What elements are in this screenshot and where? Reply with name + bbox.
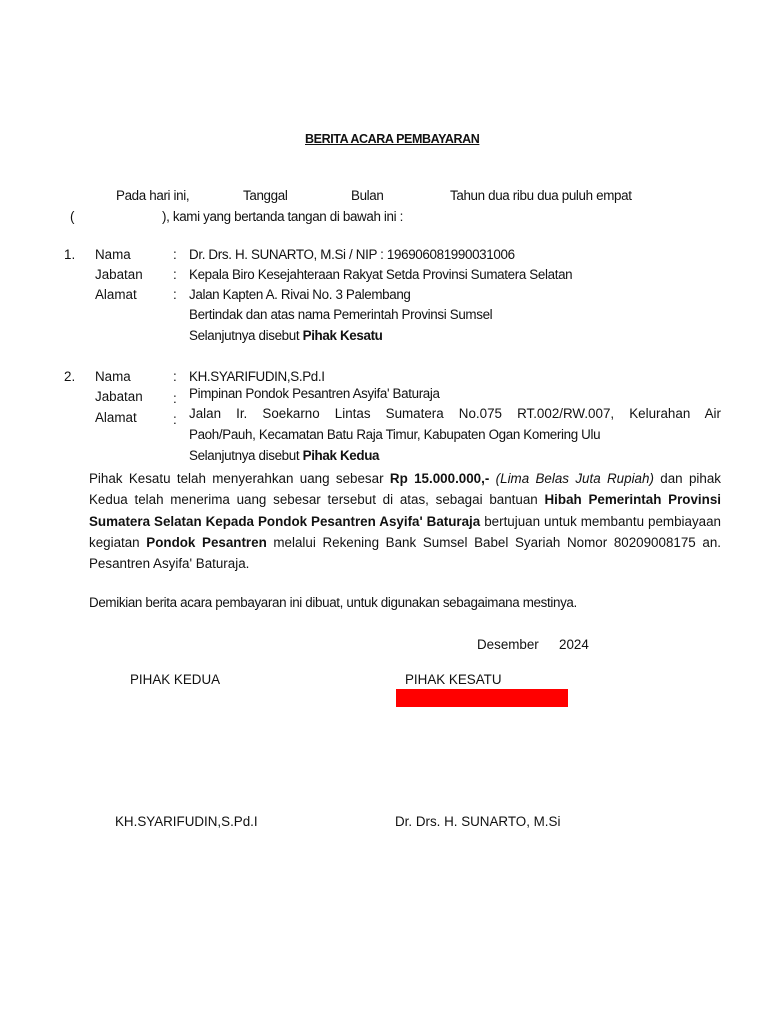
body-amount: Rp 15.000.000,- — [389, 471, 490, 486]
opening-pada-hari-ini: Pada hari ini, — [116, 188, 190, 203]
redaction-bar — [396, 689, 568, 707]
party2-selanjutnya-text: Selanjutnya disebut — [189, 448, 300, 463]
party2-pihak-label: Pihak Kedua — [302, 448, 380, 463]
signature-left-name: KH.SYARIFUDIN,S.Pd.I — [115, 814, 258, 829]
document-title: BERITA ACARA PEMBAYARAN — [305, 132, 480, 146]
opening-tanggal: Tanggal — [243, 188, 288, 203]
body-text-2: dan pihak Kedua telah menerima uang sebesar tersebut di atas, sebagai bantuan — [89, 471, 721, 508]
body-paragraph — [89, 468, 721, 574]
party1-number: 1. — [64, 247, 76, 262]
party2-number: 2. — [64, 369, 76, 384]
closing-statement: Demikian berita acara pembayaran ini dibuat, untuk digunakan sebagaimana mestinya. — [89, 595, 577, 610]
signature-left-label: PIHAK KEDUA — [130, 672, 221, 687]
party1-colon-alamat: : — [173, 287, 177, 302]
signature-right-name: Dr. Drs. H. SUNARTO, M.Si — [395, 814, 561, 829]
opening-kami: ), kami yang bertanda tangan di bawah ini : — [162, 209, 404, 224]
party2-colon-nama: : — [173, 369, 177, 384]
party2-colon-alamat: : — [173, 412, 177, 427]
party2-label-jabatan: Jabatan — [95, 389, 143, 404]
opening-tahun: Tahun dua ribu dua puluh empat — [450, 188, 632, 203]
party2-jabatan: Pimpinan Pondok Pesantren Asyifa' Baturaja — [189, 386, 440, 401]
body-amount-words: (Lima Belas Juta Rupiah) — [495, 471, 654, 486]
signature-right-label: PIHAK KESATU — [405, 672, 502, 687]
party1-jabatan: Kepala Biro Kesejahteraan Rakyat Setda Provinsi Sumatera Selatan — [189, 267, 573, 282]
party2-label-alamat: Alamat — [95, 410, 137, 425]
party1-pihak-label: Pihak Kesatu — [302, 328, 383, 343]
party2-colon-jabatan: : — [173, 391, 177, 406]
party2-label-nama: Nama — [95, 369, 131, 384]
party1-selanjutnya-text: Selanjutnya disebut — [189, 328, 300, 343]
party1-label-alamat: Alamat — [95, 287, 137, 302]
party1-label-jabatan: Jabatan — [95, 267, 143, 282]
date-year: 2024 — [559, 637, 589, 652]
body-text-4: melalui Rekening Bank Sumsel Babel Syariah Nomor 80209008175 an. Pesantren Asyifa' Baturaja. — [89, 534, 721, 572]
party1-label-nama: Nama — [95, 247, 131, 262]
party1-colon-jabatan: : — [173, 267, 177, 282]
party2-nama: KH.SYARIFUDIN,S.Pd.I — [189, 369, 325, 384]
body-text-3: bertujuan untuk membantu pembiayaan kegiatan — [89, 513, 721, 550]
party2-alamat-line2: Paoh/Pauh, Kecamatan Batu Raja Timur, Kabupaten Ogan Komering Ulu — [189, 427, 601, 442]
opening-paren-open: ( — [70, 209, 75, 224]
party2-alamat-line1: Jalan Ir. Soekarno Lintas Sumatera No.075 RT.002/RW.007, Kelurahan Air — [189, 406, 721, 421]
party1-colon-nama: : — [173, 247, 177, 262]
party1-alamat: Jalan Kapten A. Rivai No. 3 Palembang — [189, 287, 411, 302]
body-hibah: Hibah Pemerintah Provinsi Sumatera Selatan Kepada Pondok Pesantren Asyifa' Baturaja — [89, 492, 721, 529]
party1-bertindak: Bertindak dan atas nama Pemerintah Provinsi Sumsel — [189, 307, 493, 322]
party1-selanjutnya — [189, 328, 383, 344]
party2-selanjutnya — [189, 448, 379, 464]
body-text-1: Pihak Kesatu telah menyerahkan uang sebesar — [89, 471, 384, 486]
opening-bulan: Bulan — [351, 188, 384, 203]
party1-nama: Dr. Drs. H. SUNARTO, M.Si / NIP : 196906081990031006 — [189, 247, 515, 262]
date-month: Desember — [477, 637, 539, 652]
body-pondok: Pondok Pesantren — [146, 534, 267, 550]
